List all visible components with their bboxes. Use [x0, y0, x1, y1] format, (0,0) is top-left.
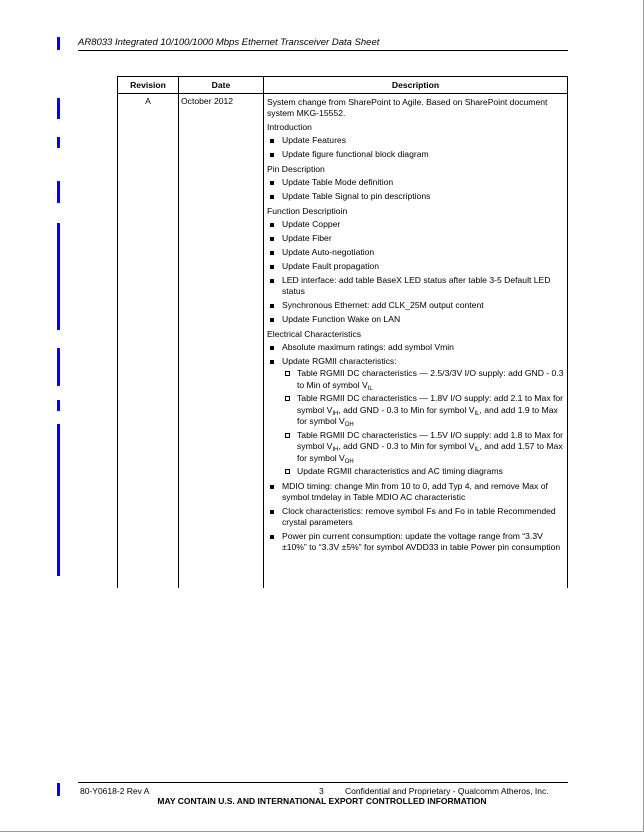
change-bar	[57, 424, 60, 576]
list-item: Absolute maximum ratings: add symbol Vmin	[267, 342, 565, 353]
list-item: Update Function Wake on LAN	[267, 314, 565, 325]
page-number: 3	[319, 786, 324, 796]
table-header-row	[118, 77, 568, 94]
change-bar	[57, 348, 60, 386]
revision-column-header: Revision	[118, 77, 179, 94]
footer-rule	[78, 782, 568, 783]
bullet-list	[267, 135, 565, 160]
change-bar	[57, 400, 60, 411]
sub-list-item: Update RGMII characteristics and AC timing diagrams	[282, 466, 565, 478]
sub-bullet-list	[282, 368, 565, 478]
section-heading: Electrical Characteristics	[267, 329, 362, 339]
list-item: Update Auto-negotiation	[267, 247, 565, 258]
list-item: Update Fault propagation	[267, 261, 565, 272]
change-bar	[57, 181, 60, 203]
sub-list-item: Table RGMII DC characteristics — 1.8V I/O supply: add 2.1 to Max for symbol $V_{IH}$, add GND - 0.3 to Min for symbol $V_{IL}$, and add 1.9 to Max for symbol $V_{OH}$	[282, 393, 565, 428]
change-bar	[57, 137, 60, 148]
section-heading: Introduction	[267, 122, 312, 132]
export-control-notice: MAY CONTAIN U.S. AND INTERNATIONAL EXPORT CONTROLLED INFORMATION	[157, 796, 487, 806]
revision-cell: A	[118, 94, 179, 589]
change-summary: System change from SharePoint to Agile. Based on SharePoint document system MKG-15552.	[267, 97, 548, 118]
list-item: Update Table Signal to pin descriptions	[267, 191, 565, 202]
list-item: Update figure functional block diagram	[267, 149, 565, 160]
list-item	[267, 356, 565, 478]
list-item: Power pin current consumption: update the voltage range from “3.3V ±10%” to “3.3V ±5%” for symbol AVDD33 in table Power pin consumption	[267, 531, 565, 553]
change-bar	[57, 98, 60, 119]
list-item: Update Table Mode definition	[267, 177, 565, 188]
section-heading: Function Descriptioin	[267, 206, 348, 216]
change-bar	[57, 37, 60, 50]
section-heading: Pin Description	[267, 164, 325, 174]
list-item: Update Features	[267, 135, 565, 146]
table-row	[118, 94, 568, 589]
confidentiality-notice: Confidential and Proprietary - Qualcomm Atheros, Inc.	[345, 786, 549, 796]
list-item: Clock characteristics: remove symbol Fs and Fo in table Recommended crystal parameters	[267, 506, 565, 528]
description-cell	[264, 94, 568, 589]
date-column-header: Date	[179, 77, 264, 94]
list-item: Update Copper	[267, 219, 565, 230]
bullet-list	[267, 219, 565, 325]
description-column-header: Description	[264, 77, 568, 94]
page-header-title: AR8033 Integrated 10/100/1000 Mbps Ethernet Transceiver Data Sheet	[78, 37, 380, 48]
list-item: MDIO timing: change Min from 10 to 0, add Typ 4, and remove Max of symbol tmdelay in Table MDIO AC characteristic	[267, 481, 565, 503]
date-cell: October 2012	[179, 94, 264, 589]
revision-history-table	[117, 76, 568, 588]
bullet-list	[267, 342, 565, 553]
list-item: Update Fiber	[267, 233, 565, 244]
list-item-text: Update RGMII characteristics:	[282, 356, 397, 366]
bullet-list	[267, 177, 565, 202]
list-item: Synchronous Ethernet: add CLK_25M output content	[267, 300, 565, 311]
sub-list-item: Table RGMII DC characteristics — 2.5/3/3V I/O supply: add GND - 0.3 to Min of symbol $V_{IL}$	[282, 368, 565, 391]
list-item: LED interface: add table BaseX LED status after table 3-5 Default LED status	[267, 275, 565, 297]
change-bar	[57, 783, 60, 796]
header-rule	[78, 50, 568, 51]
change-bar	[57, 223, 60, 330]
document-number: 80-Y0618-2 Rev A	[80, 786, 150, 796]
sub-list-item: Table RGMII DC characteristics — 1.5V I/O supply: add 1.8 to Max for symbol $V_{IH}$, add GND - 0.3 to Min for symbol $V_{IL}$, and add 1.57 to Max for symbol $V_{OH}$	[282, 430, 565, 465]
